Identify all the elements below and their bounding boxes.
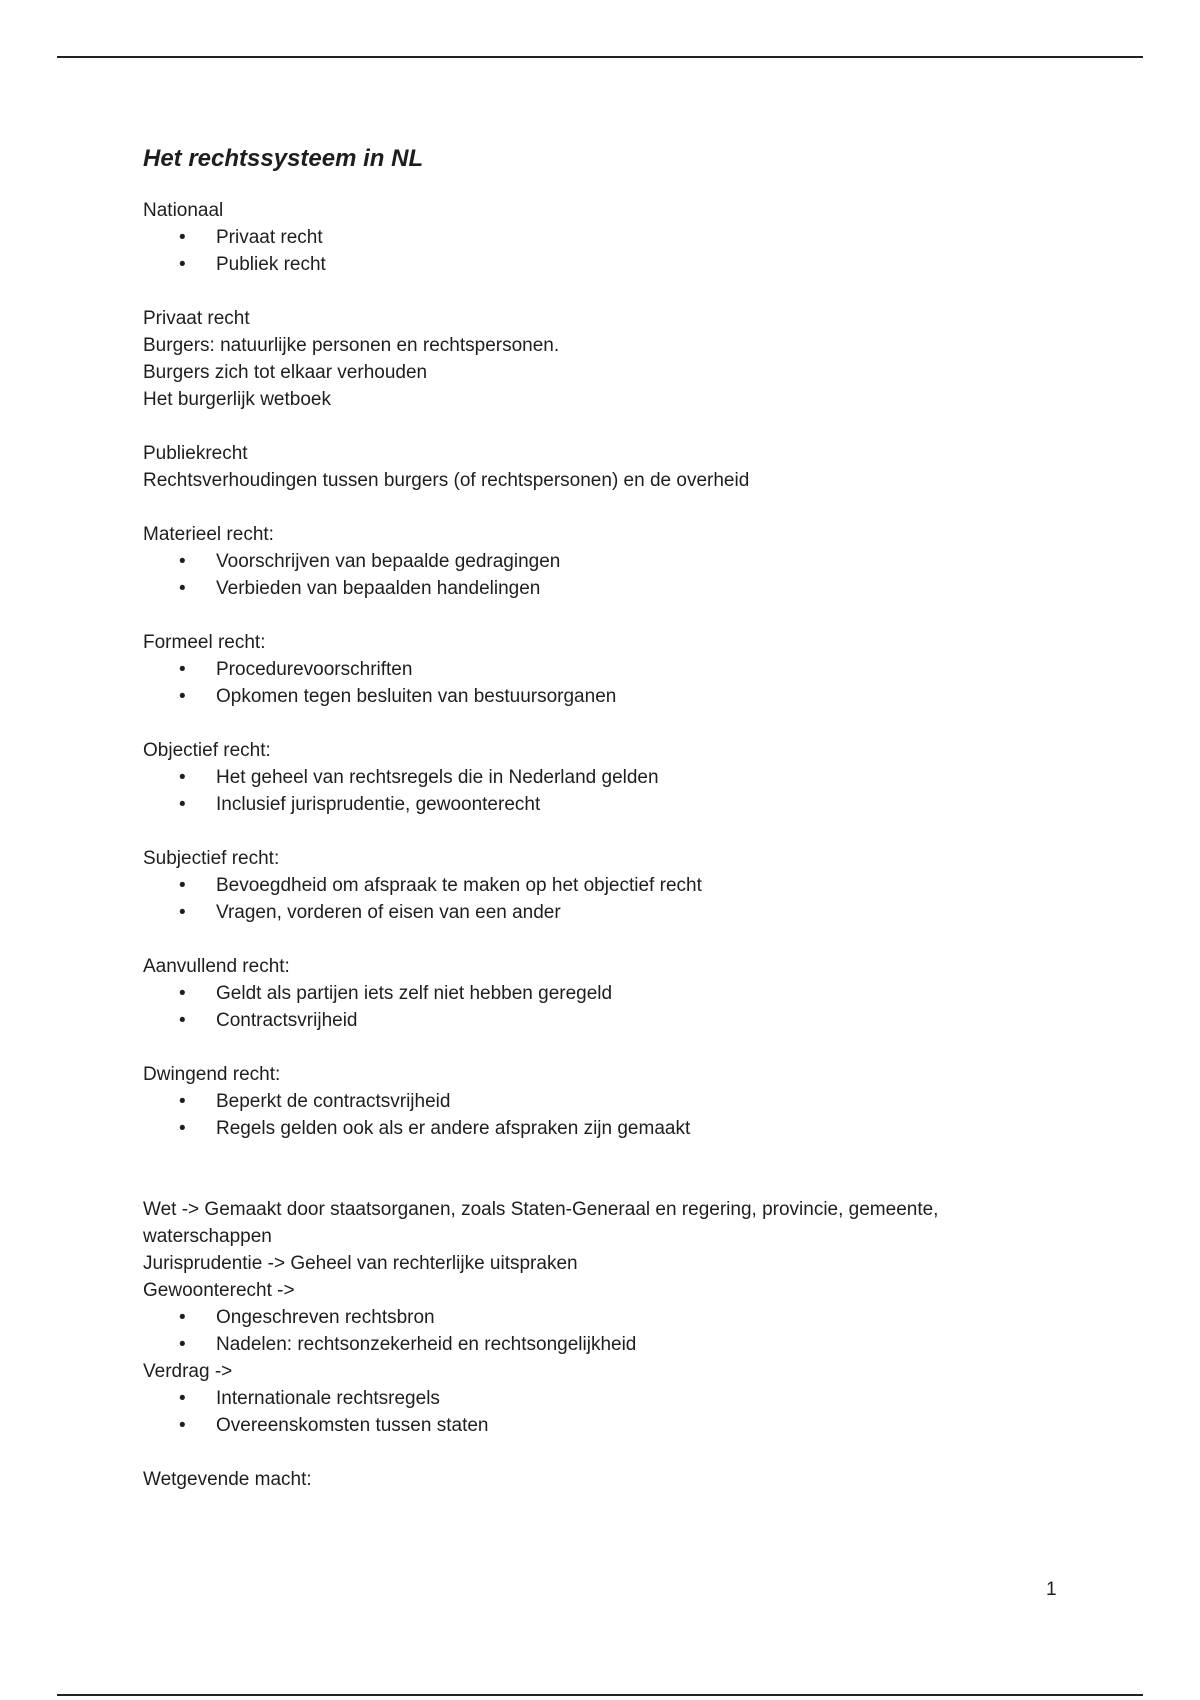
- bullet-icon: •: [179, 1118, 186, 1139]
- section-aanvullend-recht: [143, 953, 1043, 1034]
- bullet-icon: •: [179, 1307, 186, 1328]
- list-item-text: Geldt als partijen iets zelf niet hebben geregeld: [216, 983, 613, 1004]
- list-item-text: Verbieden van bepaalden handelingen: [216, 578, 541, 599]
- footer-rule: [57, 1694, 1143, 1696]
- section-publiekrecht: [143, 440, 1043, 494]
- header-rule: [57, 56, 1143, 58]
- section-wetgevende-macht: [143, 1466, 1043, 1493]
- list-item-text: Contractsvrijheid: [216, 1010, 358, 1031]
- section-heading: Subjectief recht:: [143, 848, 280, 869]
- section-heading: Objectief recht:: [143, 740, 271, 761]
- section-dwingend-recht: [143, 1061, 1043, 1142]
- bullet-icon: •: [179, 1091, 186, 1112]
- list-item-text: Vragen, vorderen of eisen van een ander: [216, 902, 561, 923]
- bullet-list: [143, 224, 1043, 278]
- list-item-text: Ongeschreven rechtsbron: [216, 1307, 435, 1328]
- bullet-icon: •: [179, 1415, 186, 1436]
- bullet-list: [143, 1304, 1043, 1358]
- list-item-text: Voorschrijven van bepaalde gedragingen: [216, 551, 561, 572]
- list-item: [143, 656, 1043, 683]
- list-item-text: Procedurevoorschriften: [216, 659, 413, 680]
- bullet-icon: •: [179, 227, 186, 248]
- bullet-icon: •: [179, 659, 186, 680]
- bullet-list: [143, 1385, 1043, 1439]
- section-rechtsbronnen: [143, 1196, 1043, 1439]
- bullet-list: [143, 656, 1043, 710]
- bullet-icon: •: [179, 1388, 186, 1409]
- bullet-list: [143, 1088, 1043, 1142]
- section-heading: Gewoonterecht ->: [143, 1280, 295, 1301]
- list-item: [143, 683, 1043, 710]
- bullet-icon: •: [179, 794, 186, 815]
- list-item-text: Het geheel van rechtsregels die in Nederland gelden: [216, 767, 659, 788]
- list-item: [143, 575, 1043, 602]
- list-item-text: Bevoegdheid om afspraak te maken op het objectief recht: [216, 875, 702, 896]
- bullet-icon: •: [179, 902, 186, 923]
- section-formeel-recht: [143, 629, 1043, 710]
- text-line: Burgers zich tot elkaar verhouden: [143, 362, 428, 383]
- list-item-text: Beperkt de contractsvrijheid: [216, 1091, 451, 1112]
- list-item: [143, 1115, 1043, 1142]
- section-heading: Aanvullend recht:: [143, 956, 290, 977]
- bullet-list: [143, 872, 1043, 926]
- list-item: [143, 1304, 1043, 1331]
- text-line: Het burgerlijk wetboek: [143, 389, 331, 410]
- section-heading: Privaat recht: [143, 308, 250, 329]
- section-heading: Formeel recht:: [143, 632, 266, 653]
- list-item: [143, 764, 1043, 791]
- bullet-icon: •: [179, 1334, 186, 1355]
- bullet-icon: •: [179, 578, 186, 599]
- section-heading: Nationaal: [143, 200, 224, 221]
- section-heading: Wetgevende macht:: [143, 1469, 312, 1490]
- text-line: Rechtsverhoudingen tussen burgers (of rechtspersonen) en de overheid: [143, 470, 750, 491]
- document-body: [143, 143, 1043, 1520]
- list-item: [143, 1088, 1043, 1115]
- section-heading: Verdrag ->: [143, 1361, 233, 1382]
- bullet-icon: •: [179, 767, 186, 788]
- section-heading: Publiekrecht: [143, 443, 248, 464]
- bullet-icon: •: [179, 983, 186, 1004]
- list-item-text: Nadelen: rechtsonzekerheid en rechtsongelijkheid: [216, 1334, 637, 1355]
- section-heading: Dwingend recht:: [143, 1064, 281, 1085]
- bullet-icon: •: [179, 1010, 186, 1031]
- list-item: [143, 1412, 1043, 1439]
- text-line-wet: Wet -> Gemaakt door staatsorganen, zoals Staten-Generaal en regering, provincie, gemeente, waterschappen: [143, 1199, 939, 1247]
- section-materieel-recht: [143, 521, 1043, 602]
- section-nationaal: [143, 197, 1043, 278]
- bullet-list: [143, 548, 1043, 602]
- list-item: [143, 1331, 1043, 1358]
- bullet-icon: •: [179, 254, 186, 275]
- list-item-text: Opkomen tegen besluiten van bestuursorganen: [216, 686, 617, 707]
- list-item: [143, 791, 1043, 818]
- list-item: [143, 251, 1043, 278]
- bullet-list: [143, 980, 1043, 1034]
- list-item-text: Regels gelden ook als er andere afspraken zijn gemaakt: [216, 1118, 691, 1139]
- text-line-jurisprudentie: Jurisprudentie -> Geheel van rechterlijke uitspraken: [143, 1253, 578, 1274]
- list-item: [143, 1385, 1043, 1412]
- bullet-icon: •: [179, 551, 186, 572]
- list-item-text: Inclusief jurisprudentie, gewoonterecht: [216, 794, 541, 815]
- bullet-list: [143, 764, 1043, 818]
- section-subjectief-recht: [143, 845, 1043, 926]
- list-item-text: Publiek recht: [216, 254, 326, 275]
- list-item: [143, 1007, 1043, 1034]
- list-item: [143, 980, 1043, 1007]
- list-item: [143, 224, 1043, 251]
- page-title: Het rechtssysteem in NL: [143, 145, 424, 172]
- text-line: Burgers: natuurlijke personen en rechtspersonen.: [143, 335, 560, 356]
- list-item-text: Overeenskomsten tussen staten: [216, 1415, 489, 1436]
- list-item: [143, 872, 1043, 899]
- list-item: [143, 899, 1043, 926]
- section-heading: Materieel recht:: [143, 524, 274, 545]
- list-item-text: Internationale rechtsregels: [216, 1388, 440, 1409]
- list-item: [143, 548, 1043, 575]
- bullet-icon: •: [179, 875, 186, 896]
- section-objectief-recht: [143, 737, 1043, 818]
- list-item-text: Privaat recht: [216, 227, 323, 248]
- bullet-icon: •: [179, 686, 186, 707]
- section-privaat-recht: [143, 305, 1043, 413]
- page-number: 1: [1046, 1579, 1057, 1600]
